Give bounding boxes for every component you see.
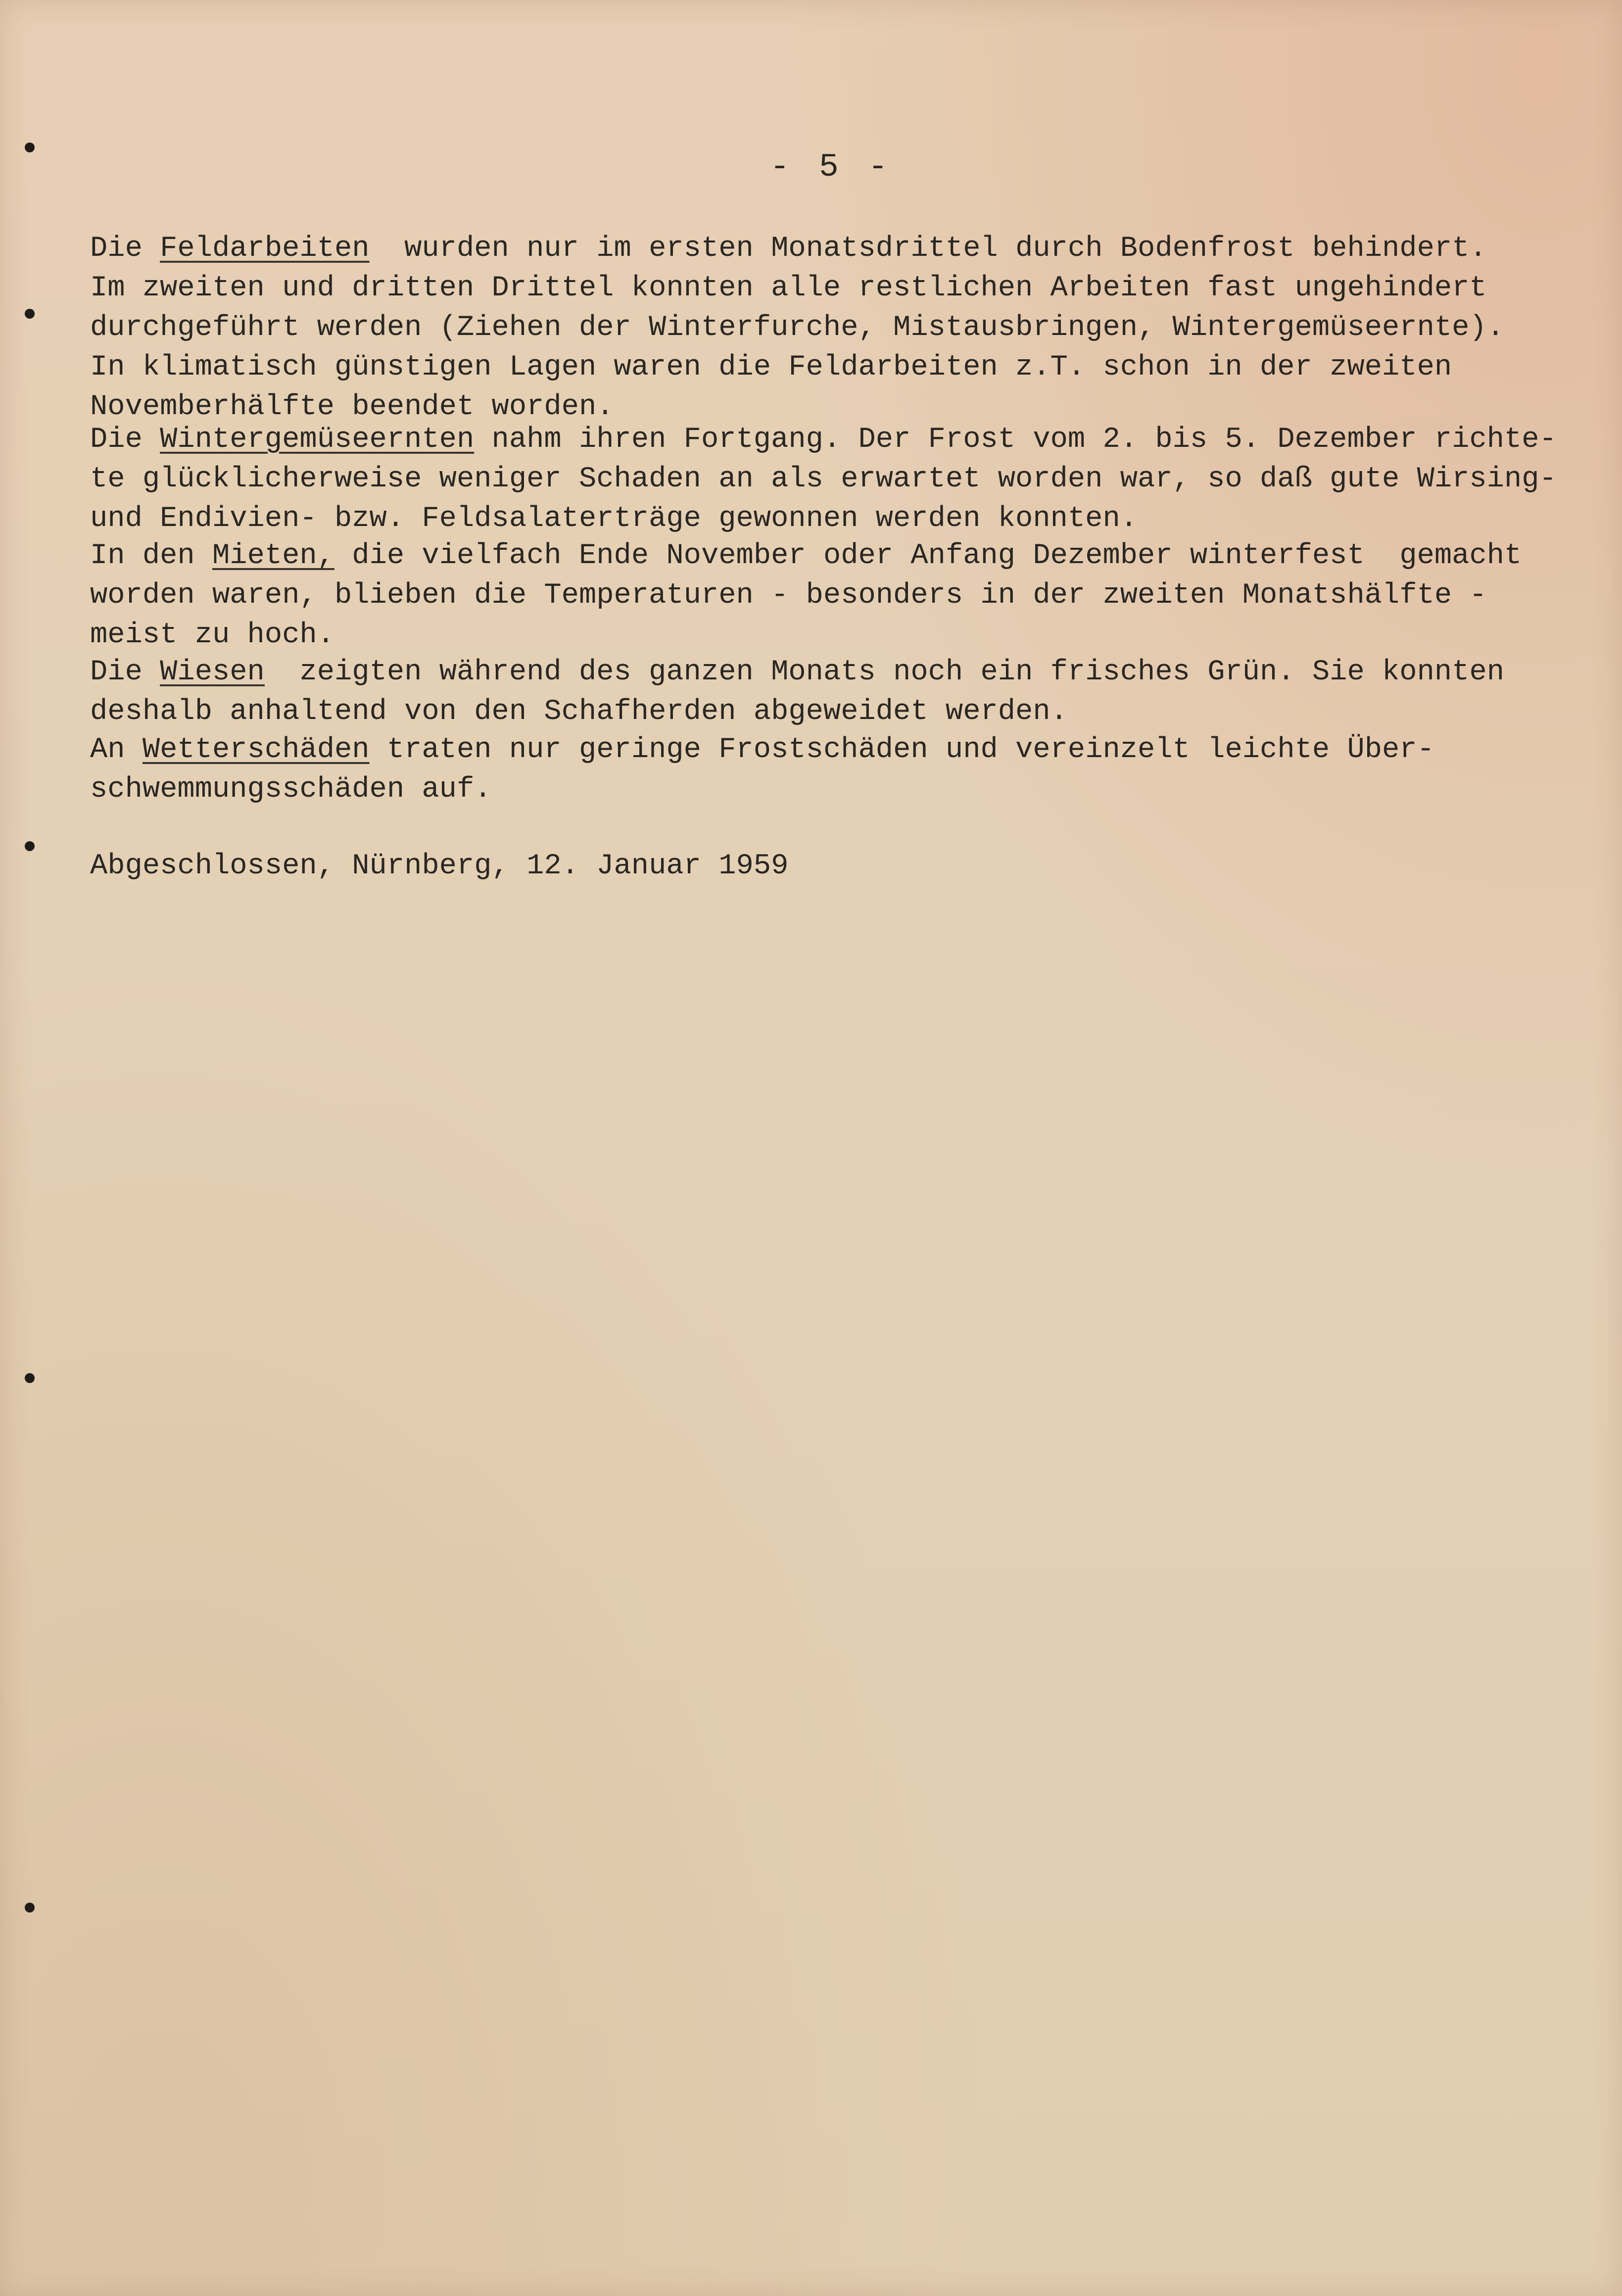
punch-hole-mark [25,143,35,152]
text-fragment: Die [90,423,160,456]
text-fragment: Die [90,655,160,688]
closing-line: Abgeschlossen, Nürnberg, 12. Januar 1959 [90,849,789,882]
text-fragment: die vielfach Ende November oder Anfang Dezember winterfest gemacht [334,539,1522,572]
text-line [90,536,1589,575]
punch-hole-mark [25,841,35,851]
paragraph-mieten [90,536,1589,655]
text-line [90,229,1589,268]
punch-hole-mark [25,1373,35,1383]
text-line: In klimatisch günstigen Lagen waren die Feldarbeiten z.T. schon in der zweiten [90,350,1452,383]
text-fragment: wurden nur im ersten Monatsdrittel durch Bodenfrost behindert. [369,232,1487,265]
text-line [90,652,1589,692]
text-fragment: traten nur geringe Frostschäden und vereinzelt leichte Über- [369,733,1434,766]
text-line: schwemmungsschäden auf. [90,772,492,806]
paragraph-wintergemueseernten [90,420,1589,538]
underlined-keyword: Wiesen [160,655,265,688]
text-line [90,420,1589,459]
text-line: und Endivien- bzw. Feldsalaterträge gewonnen werden konnten. [90,502,1138,535]
page-number: - 5 - [769,148,893,186]
text-fragment: In den [90,539,212,572]
paragraph-feldarbeiten [90,229,1589,427]
paragraph-wiesen [90,652,1589,731]
text-line: meist zu hoch. [90,618,334,651]
text-line: deshalb anhaltend von den Schafherden abgeweidet werden. [90,695,1068,728]
text-fragment: nahm ihren Fortgang. Der Frost vom 2. bis 5. Dezember richte- [474,423,1557,456]
text-line: Im zweiten und dritten Drittel konnten alle restlichen Arbeiten fast ungehindert [90,271,1487,304]
paragraph-wetterschaeden [90,730,1589,809]
underlined-keyword: Feldarbeiten [160,232,370,265]
text-line: worden waren, blieben die Temperaturen - besonders in der zweiten Monatshälfte - [90,578,1487,612]
text-line [90,730,1589,769]
text-fragment: An [90,733,143,766]
underlined-keyword: Wetterschäden [142,733,370,766]
text-line: Novemberhälfte beendet worden. [90,390,614,423]
text-fragment: Die [90,232,160,265]
punch-hole-mark [25,1903,35,1913]
underlined-keyword: Wintergemüseernten [160,423,475,456]
punch-hole-mark [25,309,35,319]
underlined-keyword: Mieten, [212,539,334,572]
text-line: te glücklicherweise weniger Schaden an als erwartet worden war, so daß gute Wirsing- [90,462,1557,495]
text-line: durchgeführt werden (Ziehen der Winterfurche, Mistausbringen, Wintergemüseernte). [90,311,1504,344]
text-fragment: zeigten während des ganzen Monats noch ein frisches Grün. Sie konnten [264,655,1505,688]
